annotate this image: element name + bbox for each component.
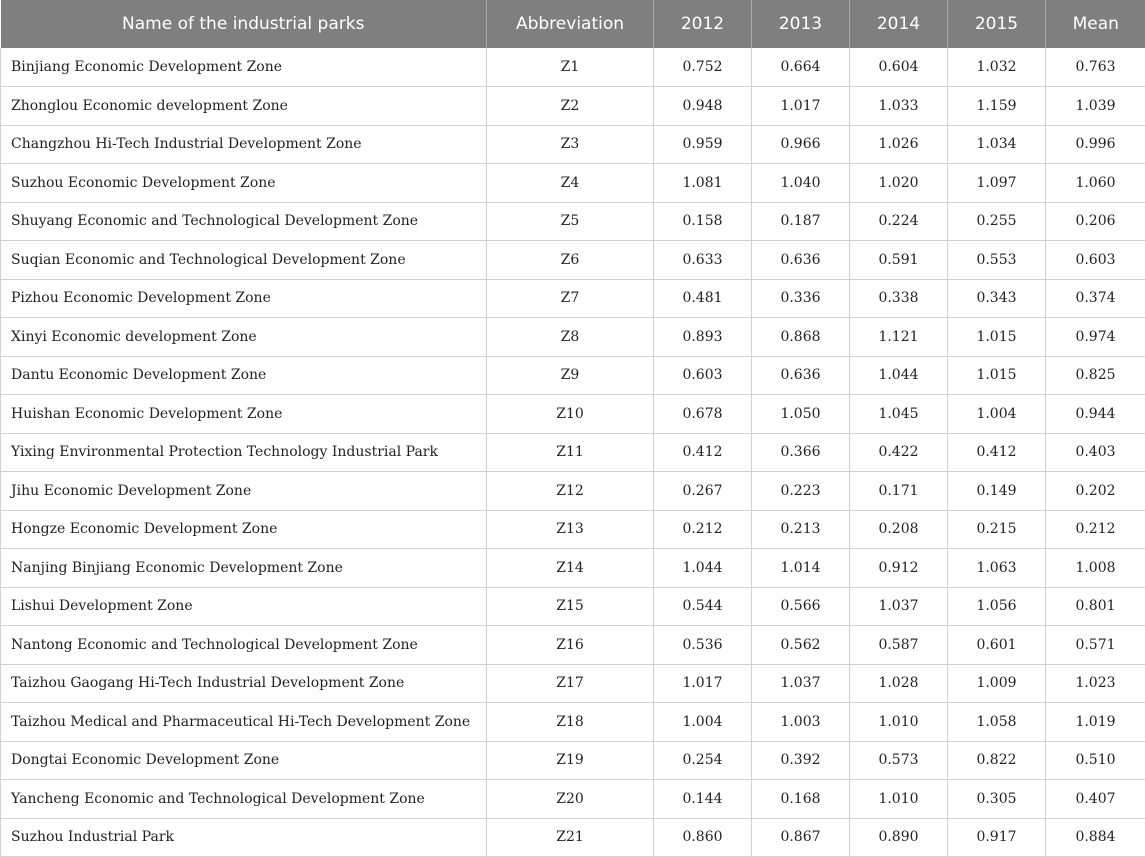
- value-2013-cell: 0.187: [752, 202, 850, 241]
- abbreviation-cell: Z5: [487, 202, 654, 241]
- value-2013-cell: 0.223: [752, 472, 850, 511]
- value-2014-cell: 1.044: [850, 356, 948, 395]
- mean-cell: 0.374: [1046, 279, 1145, 318]
- table-row: [1, 395, 1145, 434]
- value-2015-cell: 1.015: [948, 318, 1046, 357]
- park-name-cell: Xinyi Economic development Zone: [1, 318, 487, 357]
- table-row: [1, 279, 1145, 318]
- abbreviation-cell: Z7: [487, 279, 654, 318]
- abbreviation-cell: Z3: [487, 125, 654, 164]
- value-2014-cell: 1.121: [850, 318, 948, 357]
- table-row: [1, 48, 1145, 87]
- value-2015-cell: 0.305: [948, 780, 1046, 819]
- abbreviation-cell: Z2: [487, 87, 654, 126]
- value-2013-cell: 0.868: [752, 318, 850, 357]
- abbreviation-cell: Z1: [487, 48, 654, 87]
- value-2014-cell: 1.033: [850, 87, 948, 126]
- mean-cell: 0.510: [1046, 741, 1145, 780]
- abbreviation-cell: Z11: [487, 433, 654, 472]
- abbreviation-cell: Z10: [487, 395, 654, 434]
- mean-cell: 0.202: [1046, 472, 1145, 511]
- table-row: [1, 356, 1145, 395]
- mean-cell: 0.996: [1046, 125, 1145, 164]
- value-2012-cell: 1.017: [654, 664, 752, 703]
- mean-cell: 1.060: [1046, 164, 1145, 203]
- abbreviation-cell: Z6: [487, 241, 654, 280]
- park-name-cell: Taizhou Medical and Pharmaceutical Hi-Tech Development Zone: [1, 703, 487, 742]
- mean-cell: 0.974: [1046, 318, 1145, 357]
- value-2013-cell: 0.636: [752, 241, 850, 280]
- mean-cell: 0.407: [1046, 780, 1145, 819]
- value-2012-cell: 1.004: [654, 703, 752, 742]
- mean-cell: 1.039: [1046, 87, 1145, 126]
- table-body: [1, 48, 1145, 857]
- table-row: [1, 549, 1145, 588]
- value-2013-cell: 0.168: [752, 780, 850, 819]
- mean-cell: 1.008: [1046, 549, 1145, 588]
- abbreviation-cell: Z4: [487, 164, 654, 203]
- value-2014-cell: 0.890: [850, 818, 948, 857]
- value-2012-cell: 0.860: [654, 818, 752, 857]
- abbreviation-cell: Z21: [487, 818, 654, 857]
- value-2012-cell: 0.481: [654, 279, 752, 318]
- mean-cell: 0.825: [1046, 356, 1145, 395]
- mean-cell: 0.206: [1046, 202, 1145, 241]
- park-name-cell: Dantu Economic Development Zone: [1, 356, 487, 395]
- park-name-cell: Taizhou Gaogang Hi-Tech Industrial Development Zone: [1, 664, 487, 703]
- abbreviation-cell: Z17: [487, 664, 654, 703]
- value-2015-cell: 1.056: [948, 587, 1046, 626]
- header-mean: Mean: [1046, 0, 1145, 48]
- value-2015-cell: 0.601: [948, 626, 1046, 665]
- value-2013-cell: 1.014: [752, 549, 850, 588]
- value-2013-cell: 0.867: [752, 818, 850, 857]
- header-row: [1, 0, 1145, 48]
- value-2013-cell: 1.040: [752, 164, 850, 203]
- abbreviation-cell: Z13: [487, 510, 654, 549]
- value-2015-cell: 0.822: [948, 741, 1046, 780]
- mean-cell: 1.019: [1046, 703, 1145, 742]
- park-name-cell: Jihu Economic Development Zone: [1, 472, 487, 511]
- value-2014-cell: 0.338: [850, 279, 948, 318]
- value-2012-cell: 0.633: [654, 241, 752, 280]
- table-row: [1, 510, 1145, 549]
- park-name-cell: Yancheng Economic and Technological Development Zone: [1, 780, 487, 819]
- park-name-cell: Suqian Economic and Technological Development Zone: [1, 241, 487, 280]
- value-2015-cell: 1.004: [948, 395, 1046, 434]
- mean-cell: 0.884: [1046, 818, 1145, 857]
- table-row: [1, 818, 1145, 857]
- park-name-cell: Yixing Environmental Protection Technology Industrial Park: [1, 433, 487, 472]
- park-name-cell: Huishan Economic Development Zone: [1, 395, 487, 434]
- value-2015-cell: 1.015: [948, 356, 1046, 395]
- value-2015-cell: 1.032: [948, 48, 1046, 87]
- table-row: [1, 241, 1145, 280]
- value-2015-cell: 0.215: [948, 510, 1046, 549]
- value-2015-cell: 1.097: [948, 164, 1046, 203]
- park-name-cell: Suzhou Industrial Park: [1, 818, 487, 857]
- value-2012-cell: 0.536: [654, 626, 752, 665]
- value-2013-cell: 0.213: [752, 510, 850, 549]
- value-2014-cell: 0.208: [850, 510, 948, 549]
- mean-cell: 0.603: [1046, 241, 1145, 280]
- header-2014: 2014: [850, 0, 948, 48]
- abbreviation-cell: Z12: [487, 472, 654, 511]
- table-row: [1, 587, 1145, 626]
- value-2015-cell: 0.343: [948, 279, 1046, 318]
- value-2014-cell: 0.224: [850, 202, 948, 241]
- value-2014-cell: 1.026: [850, 125, 948, 164]
- mean-cell: 0.763: [1046, 48, 1145, 87]
- value-2015-cell: 1.058: [948, 703, 1046, 742]
- park-name-cell: Lishui Development Zone: [1, 587, 487, 626]
- value-2014-cell: 0.422: [850, 433, 948, 472]
- value-2012-cell: 0.959: [654, 125, 752, 164]
- mean-cell: 0.944: [1046, 395, 1145, 434]
- value-2012-cell: 0.144: [654, 780, 752, 819]
- table-row: [1, 741, 1145, 780]
- header-2013: 2013: [752, 0, 850, 48]
- value-2013-cell: 0.636: [752, 356, 850, 395]
- value-2012-cell: 1.044: [654, 549, 752, 588]
- park-name-cell: Nantong Economic and Technological Development Zone: [1, 626, 487, 665]
- table-row: [1, 703, 1145, 742]
- value-2012-cell: 0.603: [654, 356, 752, 395]
- value-2013-cell: 0.562: [752, 626, 850, 665]
- abbreviation-cell: Z18: [487, 703, 654, 742]
- value-2014-cell: 1.010: [850, 780, 948, 819]
- value-2013-cell: 0.966: [752, 125, 850, 164]
- value-2013-cell: 0.566: [752, 587, 850, 626]
- value-2012-cell: 0.267: [654, 472, 752, 511]
- value-2015-cell: 1.063: [948, 549, 1046, 588]
- abbreviation-cell: Z8: [487, 318, 654, 357]
- value-2012-cell: 0.254: [654, 741, 752, 780]
- value-2012-cell: 0.158: [654, 202, 752, 241]
- value-2015-cell: 1.034: [948, 125, 1046, 164]
- value-2015-cell: 0.412: [948, 433, 1046, 472]
- mean-cell: 0.801: [1046, 587, 1145, 626]
- mean-cell: 1.023: [1046, 664, 1145, 703]
- value-2012-cell: 0.212: [654, 510, 752, 549]
- abbreviation-cell: Z20: [487, 780, 654, 819]
- table-row: [1, 125, 1145, 164]
- park-name-cell: Nanjing Binjiang Economic Development Zone: [1, 549, 487, 588]
- value-2014-cell: 1.045: [850, 395, 948, 434]
- value-2015-cell: 0.553: [948, 241, 1046, 280]
- park-name-cell: Binjiang Economic Development Zone: [1, 48, 487, 87]
- value-2014-cell: 1.020: [850, 164, 948, 203]
- table-row: [1, 202, 1145, 241]
- header-2012: 2012: [654, 0, 752, 48]
- value-2014-cell: 1.010: [850, 703, 948, 742]
- value-2014-cell: 0.587: [850, 626, 948, 665]
- value-2015-cell: 1.159: [948, 87, 1046, 126]
- value-2012-cell: 0.948: [654, 87, 752, 126]
- value-2014-cell: 0.171: [850, 472, 948, 511]
- value-2014-cell: 1.028: [850, 664, 948, 703]
- header-2015: 2015: [948, 0, 1046, 48]
- abbreviation-cell: Z19: [487, 741, 654, 780]
- table-row: [1, 87, 1145, 126]
- park-name-cell: Pizhou Economic Development Zone: [1, 279, 487, 318]
- table-row: [1, 164, 1145, 203]
- abbreviation-cell: Z9: [487, 356, 654, 395]
- table-row: [1, 626, 1145, 665]
- value-2013-cell: 0.366: [752, 433, 850, 472]
- value-2012-cell: 0.544: [654, 587, 752, 626]
- park-name-cell: Zhonglou Economic development Zone: [1, 87, 487, 126]
- value-2013-cell: 0.664: [752, 48, 850, 87]
- value-2012-cell: 1.081: [654, 164, 752, 203]
- mean-cell: 0.571: [1046, 626, 1145, 665]
- value-2013-cell: 1.003: [752, 703, 850, 742]
- value-2014-cell: 0.912: [850, 549, 948, 588]
- value-2013-cell: 0.336: [752, 279, 850, 318]
- table-row: [1, 472, 1145, 511]
- value-2013-cell: 1.050: [752, 395, 850, 434]
- value-2015-cell: 0.917: [948, 818, 1046, 857]
- abbreviation-cell: Z16: [487, 626, 654, 665]
- value-2012-cell: 0.752: [654, 48, 752, 87]
- value-2014-cell: 0.604: [850, 48, 948, 87]
- value-2015-cell: 1.009: [948, 664, 1046, 703]
- value-2013-cell: 0.392: [752, 741, 850, 780]
- abbreviation-cell: Z15: [487, 587, 654, 626]
- abbreviation-cell: Z14: [487, 549, 654, 588]
- value-2012-cell: 0.893: [654, 318, 752, 357]
- value-2014-cell: 1.037: [850, 587, 948, 626]
- table-row: [1, 318, 1145, 357]
- value-2014-cell: 0.591: [850, 241, 948, 280]
- park-name-cell: Suzhou Economic Development Zone: [1, 164, 487, 203]
- table-row: [1, 433, 1145, 472]
- park-name-cell: Hongze Economic Development Zone: [1, 510, 487, 549]
- value-2015-cell: 0.149: [948, 472, 1046, 511]
- header-abbreviation: Abbreviation: [487, 0, 654, 48]
- table-row: [1, 780, 1145, 819]
- value-2012-cell: 0.412: [654, 433, 752, 472]
- header-park-name: Name of the industrial parks: [1, 0, 487, 48]
- value-2014-cell: 0.573: [850, 741, 948, 780]
- park-name-cell: Dongtai Economic Development Zone: [1, 741, 487, 780]
- value-2012-cell: 0.678: [654, 395, 752, 434]
- value-2013-cell: 1.017: [752, 87, 850, 126]
- park-name-cell: Changzhou Hi-Tech Industrial Development Zone: [1, 125, 487, 164]
- table-row: [1, 664, 1145, 703]
- value-2013-cell: 1.037: [752, 664, 850, 703]
- mean-cell: 0.212: [1046, 510, 1145, 549]
- value-2015-cell: 0.255: [948, 202, 1046, 241]
- park-name-cell: Shuyang Economic and Technological Development Zone: [1, 202, 487, 241]
- mean-cell: 0.403: [1046, 433, 1145, 472]
